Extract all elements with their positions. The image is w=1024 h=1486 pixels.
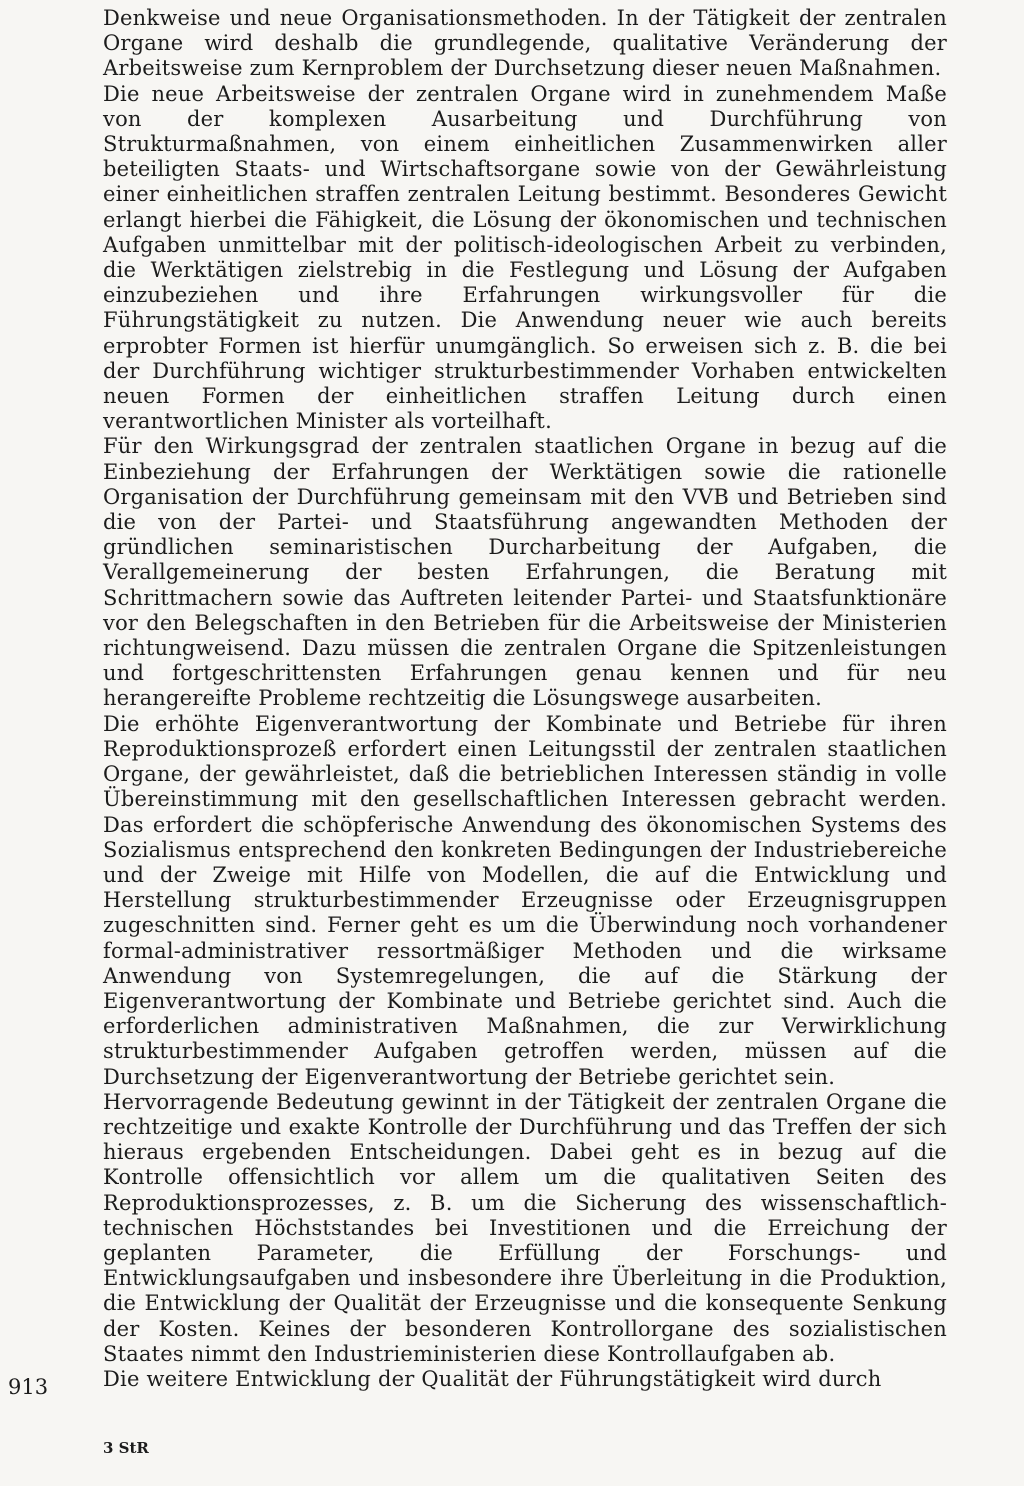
paragraph: Die erhöhte Eigenverantwortung der Kombinate und Betriebe für ihren Reproduktionsprozeß erfordert einen Leitungsstil der zentralen staatlichen Organe, der gewährleistet, daß die betrieblichen Interessen ständig in volle Übereinstimmung mit den gesellschaftlichen Interessen gebracht werden. Das erfordert die schöpferische Anwendung des ökonomischen Systems des Sozialismus entsprechend den konkreten Bedingungen der Industriebereiche und der Zweige mit Hilfe von Modellen, die auf die Entwicklung und Herstellung strukturbestimmender Erzeugnisse oder Erzeugnisgruppen zugeschnitten sind. Ferner geht es um die Überwindung noch vorhandener formal-administrativer ressortmäßiger Methoden und die wirksame Anwendung von Systemregelungen, die auf die Stärkung der Eigenverantwortung der Kombinate und Betriebe gerichtet sind. Auch die erforderlichen administrativen Maßnahmen, die zur Verwirklichung strukturbestimmender Aufgaben getroffen werden, müssen auf die Durchsetzung der Eigenverantwortung der Betriebe gerichtet sein. [103, 711, 947, 1089]
printer-signature: 3 StR [103, 1439, 149, 1457]
body-text [103, 6, 947, 1392]
margin-number: 913 [8, 1375, 49, 1399]
paragraph: Für den Wirkungsgrad der zentralen staatlichen Organe in bezug auf die Einbeziehung der Erfahrungen der Werktätigen sowie die rationelle Organisation der Durchführung gemeinsam mit den VVB und Betrieben sind die von der Partei- und Staatsführung angewandten Methoden der gründlichen seminaristischen Durcharbeitung der Aufgaben, die Verallgemeinerung der besten Erfahrungen, die Beratung mit Schrittmachern sowie das Auftreten leitender Partei- und Staatsfunktionäre vor den Belegschaften in den Betrieben für die Arbeitsweise der Ministerien richtungweisend. Dazu müssen die zentralen Organe die Spitzenleistungen und fortgeschrittensten Erfahrungen genau kennen und für neu herangereifte Probleme rechtzeitig die Lösungswege ausarbeiten. [103, 434, 947, 711]
paragraph: Die neue Arbeitsweise der zentralen Organe wird in zunehmendem Maße von der komplexen Ausarbeitung und Durchführung von Strukturmaßnahmen, von einem einheitlichen Zusammenwirken aller beteiligten Staats- und Wirtschaftsorgane sowie von der Gewährleistung einer einheitlichen straffen zentralen Leitung bestimmt. Besonderes Gewicht erlangt hierbei die Fähigkeit, die Lösung der ökonomischen und technischen Aufgaben unmittelbar mit der politisch-ideologischen Arbeit zu verbinden, die Werktätigen zielstrebig in die Festlegung und Lösung der Aufgaben einzubeziehen und ihre Erfahrungen wirkungsvoller für die Führungstätigkeit zu nutzen. Die Anwendung neuer wie auch bereits erprobter Formen ist hierfür unumgänglich. So erweisen sich z. B. die bei der Durchführung wichtiger strukturbestimmender Vorhaben entwickelten neuen Formen der einheitlichen straffen Leitung durch einen verantwortlichen Minister als vorteilhaft. [103, 81, 947, 434]
paragraph: Hervorragende Bedeutung gewinnt in der Tätigkeit der zentralen Organe die rechtzeitige und exakte Kontrolle der Durchführung und das Treffen der sich hieraus ergebenden Entscheidungen. Dabei geht es in bezug auf die Kontrolle offensichtlich vor allem um die qualitativen Seiten des Reproduktionsprozesses, z. B. um die Sicherung des wissenschaftlich-technischen Höchststandes bei Investitionen und die Erreichung der geplanten Parameter, die Erfüllung der Forschungs- und Entwicklungsaufgaben und insbesondere ihre Überleitung in die Produktion, die Entwicklung der Qualität der Erzeugnisse und die konsequente Senkung der Kosten. Keines der besonderen Kontrollorgane des sozialistischen Staates nimmt den Industrieministerien diese Kontrollaufgaben ab. [103, 1089, 947, 1366]
paragraph: Denkweise und neue Organisationsmethoden. In der Tätigkeit der zentralen Organe wird deshalb die grundlegende, qualitative Veränderung der Arbeitsweise zum Kernproblem der Durchsetzung dieser neuen Maßnahmen. [103, 6, 947, 81]
paragraph: Die weitere Entwicklung der Qualität der Führungstätigkeit wird durch [103, 1366, 882, 1391]
